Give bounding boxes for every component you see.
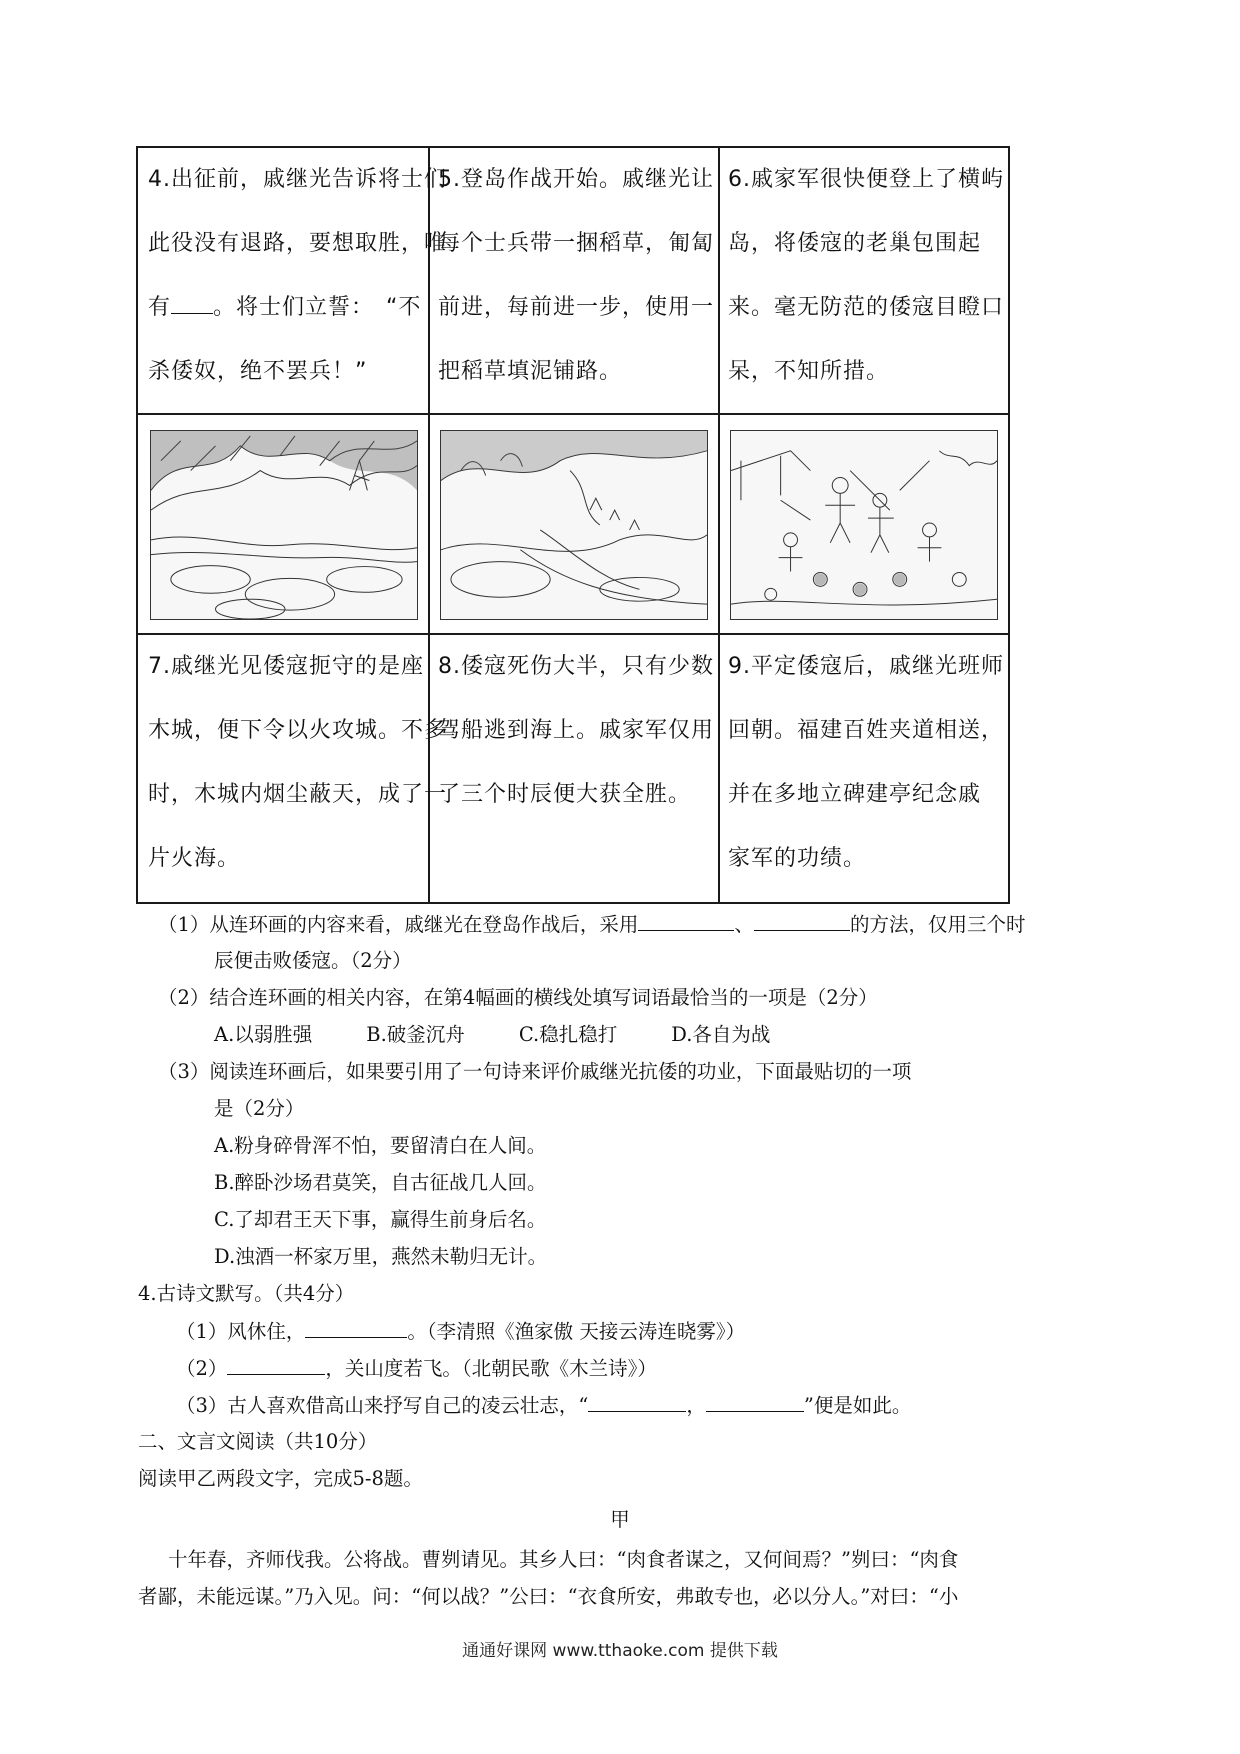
passage-title: 甲 bbox=[610, 1508, 630, 1531]
question-2-options bbox=[214, 1021, 770, 1049]
dictation-item-3: （3）古人喜欢借高山来抒写自己的凌云壮志，“ ， ”便是如此。 bbox=[176, 1391, 911, 1420]
answer-blank[interactable] bbox=[754, 910, 850, 931]
section-title: 二、文言文阅读（共10分） bbox=[138, 1430, 378, 1453]
option-d[interactable]: D.各自为战 bbox=[671, 1023, 771, 1046]
page-footer: 通通好课网 www.tthaoke.com 提供下载 bbox=[462, 1641, 778, 1661]
option-a[interactable]: A.粉身碎骨浑不怕，要留清白在人间。 bbox=[214, 1134, 547, 1157]
comic-cell-8: 8.倭寇死伤大半，只有少数 驾船逃到海上。戚家军仅用 了三个时辰便大获全胜。 bbox=[438, 654, 715, 807]
option-d[interactable]: D.浊酒一杯家万里，燕然未勒归无计。 bbox=[214, 1245, 548, 1268]
dictation-item-2: （2） ，关山度若飞。（北朝民歌《木兰诗》） bbox=[176, 1354, 657, 1383]
option-a[interactable]: A.以弱胜强 bbox=[214, 1023, 313, 1046]
section-4-title: 4.古诗文默写。（共4分） bbox=[138, 1282, 355, 1305]
comic-cell-4: 4.出征前，戚继光告诉将士们 此役没有退路，要想取胜，唯 有 。将士们立誓： “不 杀倭奴，绝不罢兵！” bbox=[148, 167, 448, 384]
table-divider bbox=[138, 413, 1008, 415]
question-1: （1）从连环画的内容来看，戚继光在登岛作战后，采用 、 的方法，仅用三个时 bbox=[158, 910, 1025, 939]
comic-illustration-battle-scene bbox=[730, 430, 998, 620]
comic-cell-6: 6.戚家军很快便登上了横屿 岛，将倭寇的老巢包围起 来。毫无防范的倭寇目瞪口 呆，不知所措。 bbox=[728, 167, 1005, 384]
option-b[interactable]: B.破釜沉舟 bbox=[366, 1023, 465, 1046]
comic-cell-7: 7.戚继光见倭寇扼守的是座 木城，便下令以火攻城。不多 时，木城内烟尘蔽天，成了一 片火海。 bbox=[148, 654, 448, 871]
question-3: （3）阅读连环画后，如果要引用了一句诗来评价戚继光抗倭的功业，下面最贴切的一项 bbox=[158, 1060, 912, 1083]
answer-blank[interactable] bbox=[305, 1317, 407, 1338]
comic-cell-9: 9.平定倭寇后，戚继光班师 回朝。福建百姓夹道相送， 并在多地立碑建亭纪念戚 家军的功绩。 bbox=[728, 654, 1005, 871]
passage-line: 十年春，齐师伐我。公将战。曹刿请见。其乡人曰：“肉食者谋之，又何间焉？”刿曰：“肉食 bbox=[168, 1548, 959, 1571]
answer-blank[interactable] bbox=[706, 1391, 804, 1412]
comic-cell-5: 5.登岛作战开始。戚继光让 每个士兵带一捆稻草，匍匐 前进，每前进一步，使用一 把稻草填泥铺路。 bbox=[438, 167, 715, 384]
question-1-continued: 辰便击败倭寇。（2分） bbox=[214, 949, 412, 972]
comic-illustration-shore-fire bbox=[150, 430, 418, 620]
comic-illustration-crawling-soldiers bbox=[440, 430, 708, 620]
answer-blank[interactable] bbox=[588, 1391, 686, 1412]
table-divider bbox=[718, 148, 720, 902]
dictation-item-1: （1）风休住， 。（李清照《渔家傲 天接云涛连晓雾》） bbox=[176, 1317, 745, 1346]
option-c[interactable]: C.稳扎稳打 bbox=[518, 1023, 618, 1046]
answer-blank[interactable] bbox=[227, 1354, 325, 1375]
comic-strip-table bbox=[136, 146, 1010, 904]
passage-line: 者鄙，未能远谋。”乃入见。问：“何以战？”公曰：“衣食所安，弗敢专也，必以分人。”对曰：“小 bbox=[138, 1585, 959, 1608]
reading-instruction: 阅读甲乙两段文字，完成5-8题。 bbox=[138, 1467, 423, 1490]
question-2: （2）结合连环画的相关内容，在第4幅画的横线处填写词语最恰当的一项是（2分） bbox=[158, 986, 878, 1009]
option-c[interactable]: C.了却君王天下事，赢得生前身后名。 bbox=[214, 1208, 547, 1231]
answer-blank[interactable] bbox=[638, 910, 734, 931]
question-3-continued: 是（2分） bbox=[214, 1097, 305, 1120]
option-b[interactable]: B.醉卧沙场君莫笑，自古征战几人回。 bbox=[214, 1171, 547, 1194]
fill-blank bbox=[171, 291, 213, 314]
